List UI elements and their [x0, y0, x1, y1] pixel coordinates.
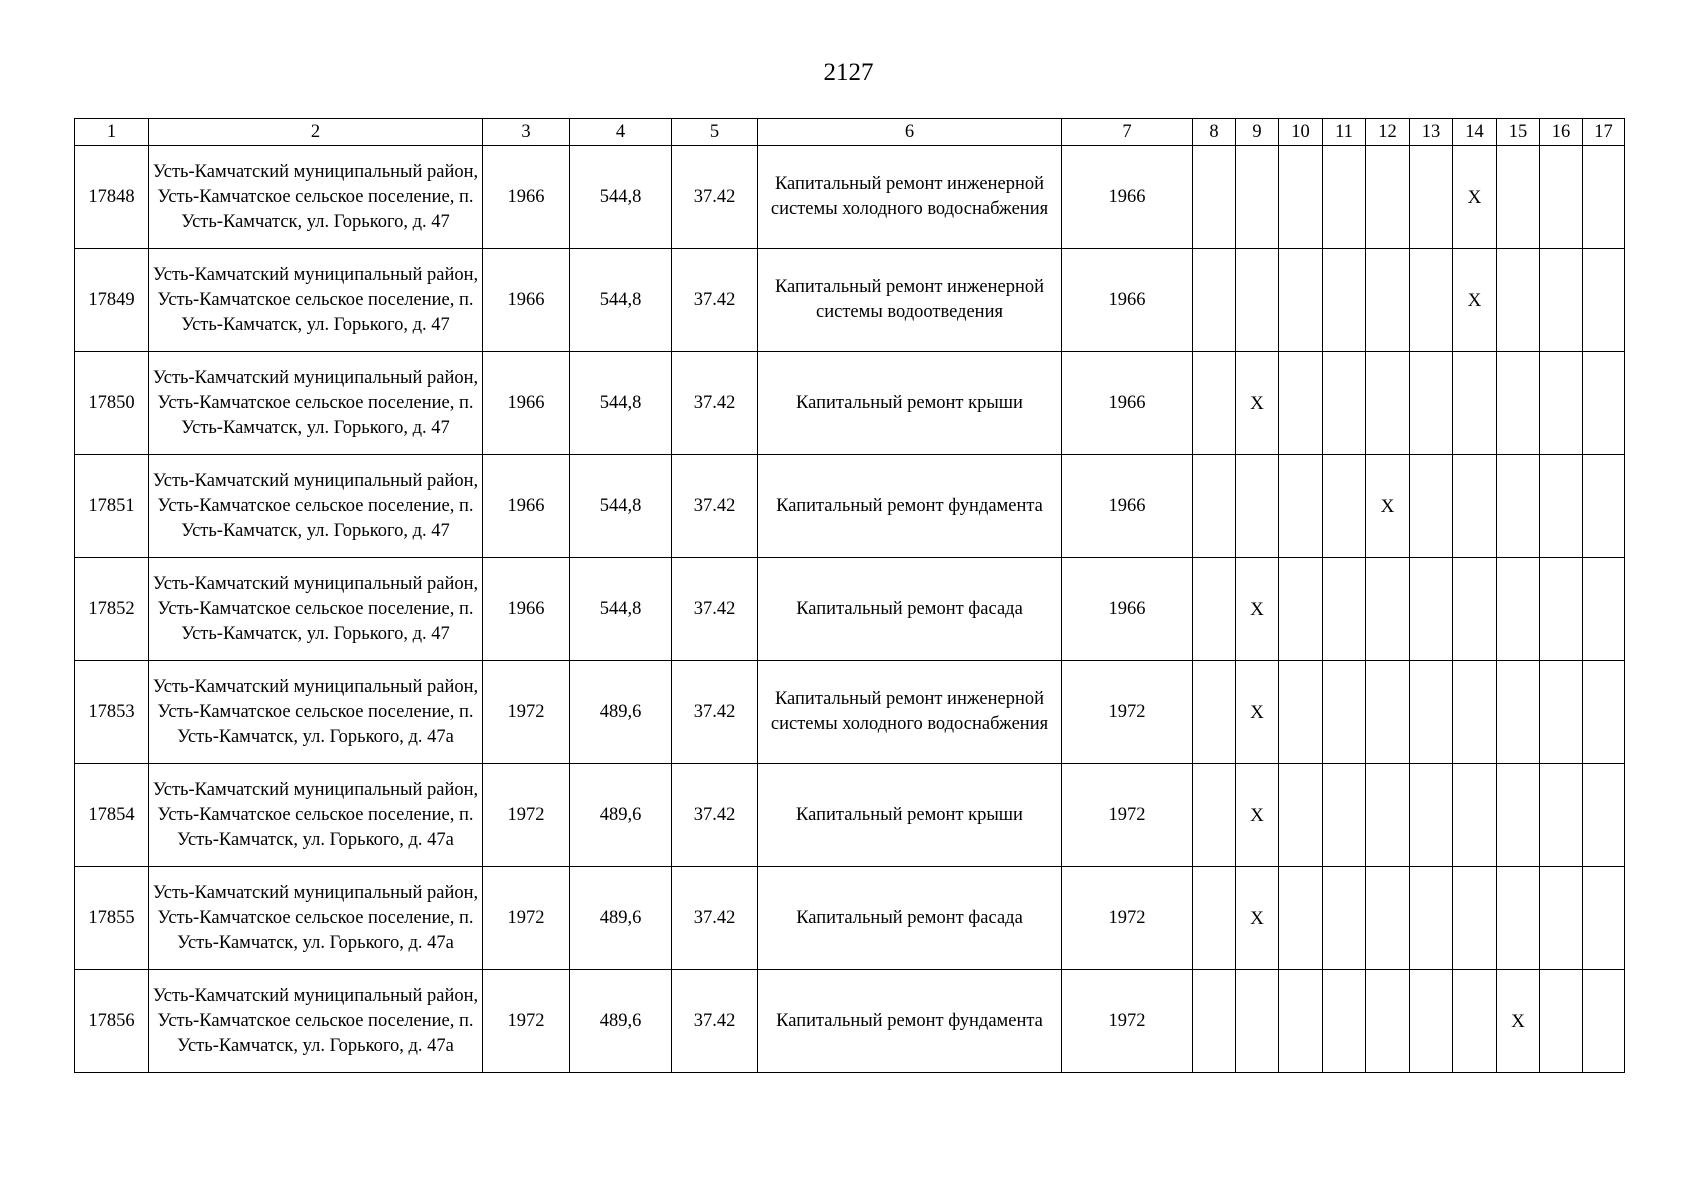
code-cell: 37.42 — [672, 867, 758, 970]
period-cell-empty — [1583, 558, 1625, 661]
period-cell-empty — [1583, 867, 1625, 970]
column-header: 16 — [1540, 119, 1583, 146]
record-number-cell: 17854 — [75, 764, 149, 867]
period-cell-empty — [1453, 558, 1497, 661]
period-cell-empty — [1583, 661, 1625, 764]
period-cell-empty — [1540, 764, 1583, 867]
period-cell-empty — [1453, 970, 1497, 1073]
period-cell-empty — [1366, 352, 1410, 455]
work-type-cell: Капитальный ремонт фасада — [758, 867, 1062, 970]
period-cell-empty — [1193, 764, 1236, 867]
period-cell-empty — [1323, 764, 1366, 867]
area-cell: 489,6 — [570, 867, 672, 970]
column-header: 9 — [1236, 119, 1279, 146]
period-cell-empty — [1540, 558, 1583, 661]
column-header: 5 — [672, 119, 758, 146]
record-number-cell: 17856 — [75, 970, 149, 1073]
planned-period-mark: X — [1497, 970, 1540, 1073]
address-cell: Усть-Камчатский муниципальный район, Усть-Камчатское сельское поселение, п. Усть-Камчатск, ул. Горького, д. 47 — [149, 352, 483, 455]
period-cell-empty — [1323, 970, 1366, 1073]
area-cell: 544,8 — [570, 352, 672, 455]
header-row — [75, 119, 1625, 146]
period-cell-empty — [1453, 352, 1497, 455]
period-cell-empty — [1323, 867, 1366, 970]
column-header: 15 — [1497, 119, 1540, 146]
column-header: 2 — [149, 119, 483, 146]
area-cell: 544,8 — [570, 146, 672, 249]
period-cell-empty — [1193, 352, 1236, 455]
work-type-cell: Капитальный ремонт крыши — [758, 352, 1062, 455]
period-cell-empty — [1193, 661, 1236, 764]
period-cell-empty — [1193, 867, 1236, 970]
period-cell-empty — [1497, 867, 1540, 970]
work-type-cell: Капитальный ремонт инженерной системы холодного водоснабжения — [758, 146, 1062, 249]
period-cell-empty — [1279, 661, 1323, 764]
address-cell: Усть-Камчатский муниципальный район, Усть-Камчатское сельское поселение, п. Усть-Камчатск, ул. Горького, д. 47 — [149, 455, 483, 558]
period-cell-empty — [1279, 249, 1323, 352]
table-row — [75, 146, 1625, 249]
address-cell: Усть-Камчатский муниципальный район, Усть-Камчатское сельское поселение, п. Усть-Камчатск, ул. Горького, д. 47а — [149, 867, 483, 970]
work-type-cell: Капитальный ремонт фасада — [758, 558, 1062, 661]
planned-period-mark: X — [1236, 352, 1279, 455]
record-number-cell: 17849 — [75, 249, 149, 352]
repair-register-table — [74, 118, 1625, 1073]
period-cell-empty — [1193, 455, 1236, 558]
period-cell-empty — [1540, 146, 1583, 249]
column-header: 10 — [1279, 119, 1323, 146]
period-cell-empty — [1193, 970, 1236, 1073]
period-cell-empty — [1366, 146, 1410, 249]
year-cell: 1972 — [1062, 867, 1193, 970]
period-cell-empty — [1497, 352, 1540, 455]
address-cell: Усть-Камчатский муниципальный район, Усть-Камчатское сельское поселение, п. Усть-Камчатск, ул. Горького, д. 47а — [149, 970, 483, 1073]
planned-period-mark: X — [1236, 764, 1279, 867]
year-cell: 1966 — [1062, 249, 1193, 352]
column-header: 11 — [1323, 119, 1366, 146]
area-cell: 489,6 — [570, 661, 672, 764]
period-cell-empty — [1323, 352, 1366, 455]
column-header: 8 — [1193, 119, 1236, 146]
table-body — [75, 146, 1625, 1073]
address-cell: Усть-Камчатский муниципальный район, Усть-Камчатское сельское поселение, п. Усть-Камчатск, ул. Горького, д. 47а — [149, 764, 483, 867]
period-cell-empty — [1410, 146, 1453, 249]
year-built-cell: 1966 — [483, 146, 570, 249]
year-built-cell: 1972 — [483, 970, 570, 1073]
year-cell: 1972 — [1062, 764, 1193, 867]
period-cell-empty — [1540, 352, 1583, 455]
table-row — [75, 352, 1625, 455]
column-header: 7 — [1062, 119, 1193, 146]
work-type-cell: Капитальный ремонт крыши — [758, 764, 1062, 867]
period-cell-empty — [1323, 455, 1366, 558]
period-cell-empty — [1410, 970, 1453, 1073]
planned-period-mark: X — [1453, 146, 1497, 249]
period-cell-empty — [1279, 352, 1323, 455]
code-cell: 37.42 — [672, 249, 758, 352]
area-cell: 489,6 — [570, 970, 672, 1073]
period-cell-empty — [1279, 558, 1323, 661]
year-built-cell: 1972 — [483, 764, 570, 867]
period-cell-empty — [1497, 558, 1540, 661]
period-cell-empty — [1323, 249, 1366, 352]
period-cell-empty — [1279, 867, 1323, 970]
year-built-cell: 1966 — [483, 455, 570, 558]
period-cell-empty — [1583, 146, 1625, 249]
period-cell-empty — [1279, 970, 1323, 1073]
address-cell: Усть-Камчатский муниципальный район, Усть-Камчатское сельское поселение, п. Усть-Камчатск, ул. Горького, д. 47 — [149, 146, 483, 249]
planned-period-mark: X — [1366, 455, 1410, 558]
record-number-cell: 17851 — [75, 455, 149, 558]
period-cell-empty — [1540, 661, 1583, 764]
planned-period-mark: X — [1236, 661, 1279, 764]
address-cell: Усть-Камчатский муниципальный район, Усть-Камчатское сельское поселение, п. Усть-Камчатск, ул. Горького, д. 47 — [149, 249, 483, 352]
period-cell-empty — [1323, 661, 1366, 764]
work-type-cell: Капитальный ремонт фундамента — [758, 455, 1062, 558]
column-header: 13 — [1410, 119, 1453, 146]
code-cell: 37.42 — [672, 146, 758, 249]
column-header: 6 — [758, 119, 1062, 146]
period-cell-empty — [1497, 249, 1540, 352]
table-row — [75, 249, 1625, 352]
period-cell-empty — [1410, 867, 1453, 970]
table-row — [75, 558, 1625, 661]
period-cell-empty — [1410, 249, 1453, 352]
year-cell: 1966 — [1062, 352, 1193, 455]
year-built-cell: 1972 — [483, 661, 570, 764]
period-cell-empty — [1366, 249, 1410, 352]
period-cell-empty — [1323, 558, 1366, 661]
year-cell: 1966 — [1062, 146, 1193, 249]
period-cell-empty — [1410, 455, 1453, 558]
record-number-cell: 17855 — [75, 867, 149, 970]
year-built-cell: 1966 — [483, 558, 570, 661]
period-cell-empty — [1540, 867, 1583, 970]
code-cell: 37.42 — [672, 455, 758, 558]
column-header: 1 — [75, 119, 149, 146]
period-cell-empty — [1366, 764, 1410, 867]
period-cell-empty — [1236, 146, 1279, 249]
period-cell-empty — [1410, 661, 1453, 764]
year-cell: 1972 — [1062, 970, 1193, 1073]
record-number-cell: 17850 — [75, 352, 149, 455]
period-cell-empty — [1193, 146, 1236, 249]
table-row — [75, 970, 1625, 1073]
period-cell-empty — [1540, 455, 1583, 558]
code-cell: 37.42 — [672, 558, 758, 661]
period-cell-empty — [1279, 764, 1323, 867]
period-cell-empty — [1236, 249, 1279, 352]
period-cell-empty — [1453, 764, 1497, 867]
table-row — [75, 764, 1625, 867]
code-cell: 37.42 — [672, 970, 758, 1073]
year-cell: 1972 — [1062, 661, 1193, 764]
year-built-cell: 1966 — [483, 352, 570, 455]
period-cell-empty — [1236, 970, 1279, 1073]
area-cell: 544,8 — [570, 249, 672, 352]
period-cell-empty — [1366, 558, 1410, 661]
period-cell-empty — [1193, 249, 1236, 352]
column-header: 4 — [570, 119, 672, 146]
period-cell-empty — [1497, 661, 1540, 764]
area-cell: 489,6 — [570, 764, 672, 867]
period-cell-empty — [1497, 455, 1540, 558]
area-cell: 544,8 — [570, 558, 672, 661]
period-cell-empty — [1497, 764, 1540, 867]
period-cell-empty — [1236, 455, 1279, 558]
planned-period-mark: X — [1236, 867, 1279, 970]
record-number-cell: 17848 — [75, 146, 149, 249]
year-cell: 1966 — [1062, 558, 1193, 661]
period-cell-empty — [1583, 249, 1625, 352]
period-cell-empty — [1453, 867, 1497, 970]
column-header: 17 — [1583, 119, 1625, 146]
column-header: 12 — [1366, 119, 1410, 146]
period-cell-empty — [1193, 558, 1236, 661]
code-cell: 37.42 — [672, 661, 758, 764]
year-built-cell: 1972 — [483, 867, 570, 970]
planned-period-mark: X — [1236, 558, 1279, 661]
period-cell-empty — [1583, 352, 1625, 455]
period-cell-empty — [1279, 455, 1323, 558]
work-type-cell: Капитальный ремонт инженерной системы водоотведения — [758, 249, 1062, 352]
period-cell-empty — [1583, 970, 1625, 1073]
column-header: 3 — [483, 119, 570, 146]
area-cell: 544,8 — [570, 455, 672, 558]
period-cell-empty — [1583, 455, 1625, 558]
page-number: 2127 — [823, 59, 874, 86]
period-cell-empty — [1279, 146, 1323, 249]
period-cell-empty — [1540, 970, 1583, 1073]
year-cell: 1966 — [1062, 455, 1193, 558]
period-cell-empty — [1323, 146, 1366, 249]
period-cell-empty — [1583, 764, 1625, 867]
column-header: 14 — [1453, 119, 1497, 146]
period-cell-empty — [1366, 970, 1410, 1073]
record-number-cell: 17853 — [75, 661, 149, 764]
period-cell-empty — [1453, 455, 1497, 558]
period-cell-empty — [1410, 352, 1453, 455]
year-built-cell: 1966 — [483, 249, 570, 352]
period-cell-empty — [1453, 661, 1497, 764]
period-cell-empty — [1540, 249, 1583, 352]
period-cell-empty — [1410, 764, 1453, 867]
period-cell-empty — [1410, 558, 1453, 661]
address-cell: Усть-Камчатский муниципальный район, Усть-Камчатское сельское поселение, п. Усть-Камчатск, ул. Горького, д. 47а — [149, 661, 483, 764]
table-row — [75, 455, 1625, 558]
record-number-cell: 17852 — [75, 558, 149, 661]
period-cell-empty — [1497, 146, 1540, 249]
code-cell: 37.42 — [672, 352, 758, 455]
code-cell: 37.42 — [672, 764, 758, 867]
work-type-cell: Капитальный ремонт фундамента — [758, 970, 1062, 1073]
period-cell-empty — [1366, 661, 1410, 764]
address-cell: Усть-Камчатский муниципальный район, Усть-Камчатское сельское поселение, п. Усть-Камчатск, ул. Горького, д. 47 — [149, 558, 483, 661]
period-cell-empty — [1366, 867, 1410, 970]
planned-period-mark: X — [1453, 249, 1497, 352]
table-row — [75, 867, 1625, 970]
work-type-cell: Капитальный ремонт инженерной системы холодного водоснабжения — [758, 661, 1062, 764]
table-row — [75, 661, 1625, 764]
